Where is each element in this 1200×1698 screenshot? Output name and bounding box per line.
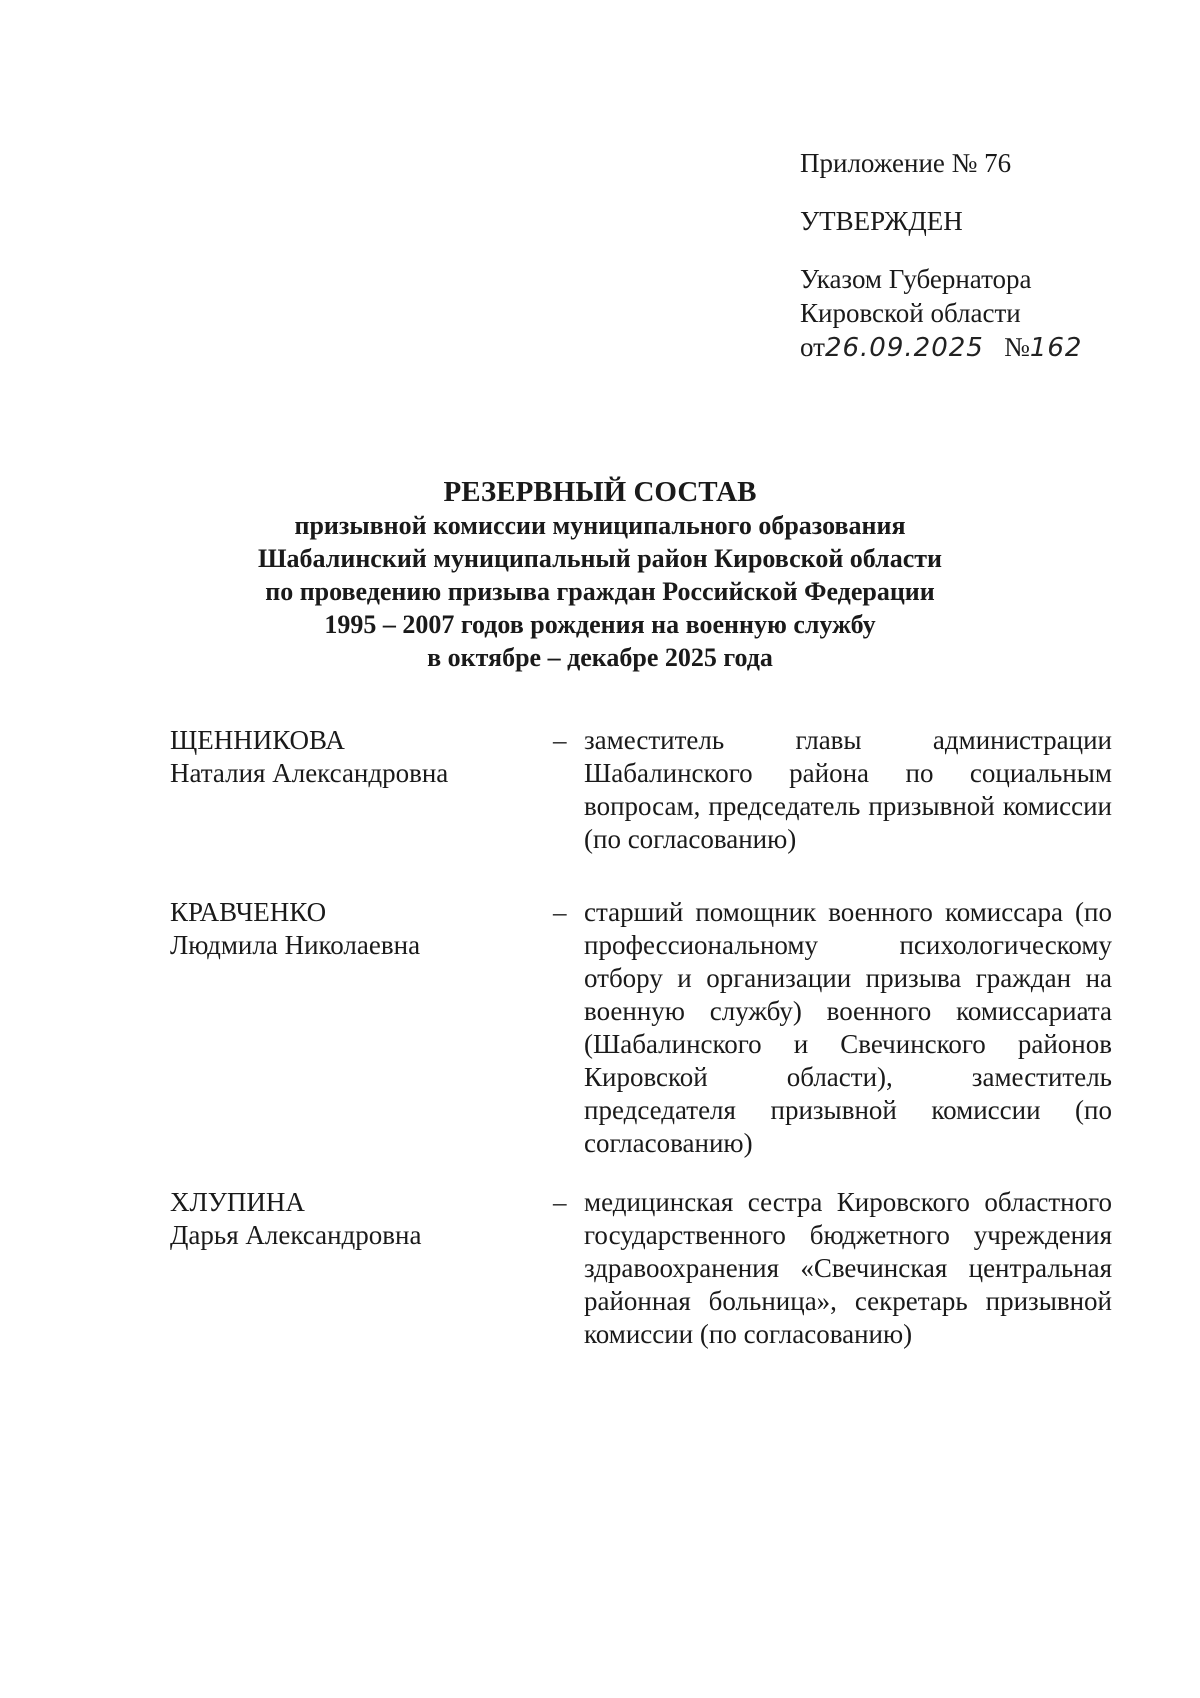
member-role: медицинская сестра Кировского областного государственного бюджетного учреждения здравоохранения «Свечинская центральная районная больница», секретарь призывной комиссии (по согласованию) xyxy=(584,1187,1112,1349)
decree-line-2: Кировской области xyxy=(800,298,1021,328)
decree-date-line xyxy=(800,330,1140,365)
member-surname: ХЛУПИНА xyxy=(170,1187,305,1217)
member-role: заместитель главы администрации Шабалинского района по социальным вопросам, председатель призывной комиссии (по согласованию) xyxy=(584,725,1112,854)
member-dash: – xyxy=(553,897,567,927)
title-line: по проведению призыва граждан Российской Федерации xyxy=(265,577,935,606)
date-prefix: от xyxy=(800,332,825,362)
title-line: призывной комиссии муниципального образования xyxy=(294,511,906,540)
member-surname: КРАВЧЕНКО xyxy=(170,897,327,927)
handwritten-number: 162 xyxy=(1029,333,1083,363)
title-line: 1995 – 2007 годов рождения на военную службу xyxy=(324,610,876,639)
member-dash: – xyxy=(553,725,567,755)
member-dash: – xyxy=(553,1187,567,1217)
document-title xyxy=(0,476,1200,674)
appendix-number: Приложение № 76 xyxy=(800,148,1012,178)
member-surname: ЩЕННИКОВА xyxy=(170,725,345,755)
handwritten-date: 26.09.2025 xyxy=(824,333,984,363)
title-line: Шабалинский муниципальный район Кировской области xyxy=(257,544,943,573)
title-line: в октябре – декабре 2025 года xyxy=(427,643,773,672)
member-given-names: Дарья Александровна xyxy=(170,1220,422,1250)
member-role: старший помощник военного комиссара (по профессиональному психологическому отбору и организации призыва граждан на военную службу) военного комиссариата (Шабалинского и Свечинского районов Кировской области), заместитель председателя призывной комиссии (по согласованию) xyxy=(584,897,1112,1158)
member-given-names: Наталия Александровна xyxy=(170,758,449,788)
member-name xyxy=(170,1186,550,1252)
title-heading: РЕЗЕРВНЫЙ СОСТАВ xyxy=(443,476,757,508)
member-name xyxy=(170,896,550,962)
approved-stamp-text: УТВЕРЖДЕН xyxy=(800,206,963,236)
number-prefix: № xyxy=(1004,332,1030,362)
approval-block xyxy=(800,146,1140,365)
member-name xyxy=(170,724,550,790)
decree-line-1: Указом Губернатора xyxy=(800,264,1032,294)
member-given-names: Людмила Николаевна xyxy=(170,930,421,960)
